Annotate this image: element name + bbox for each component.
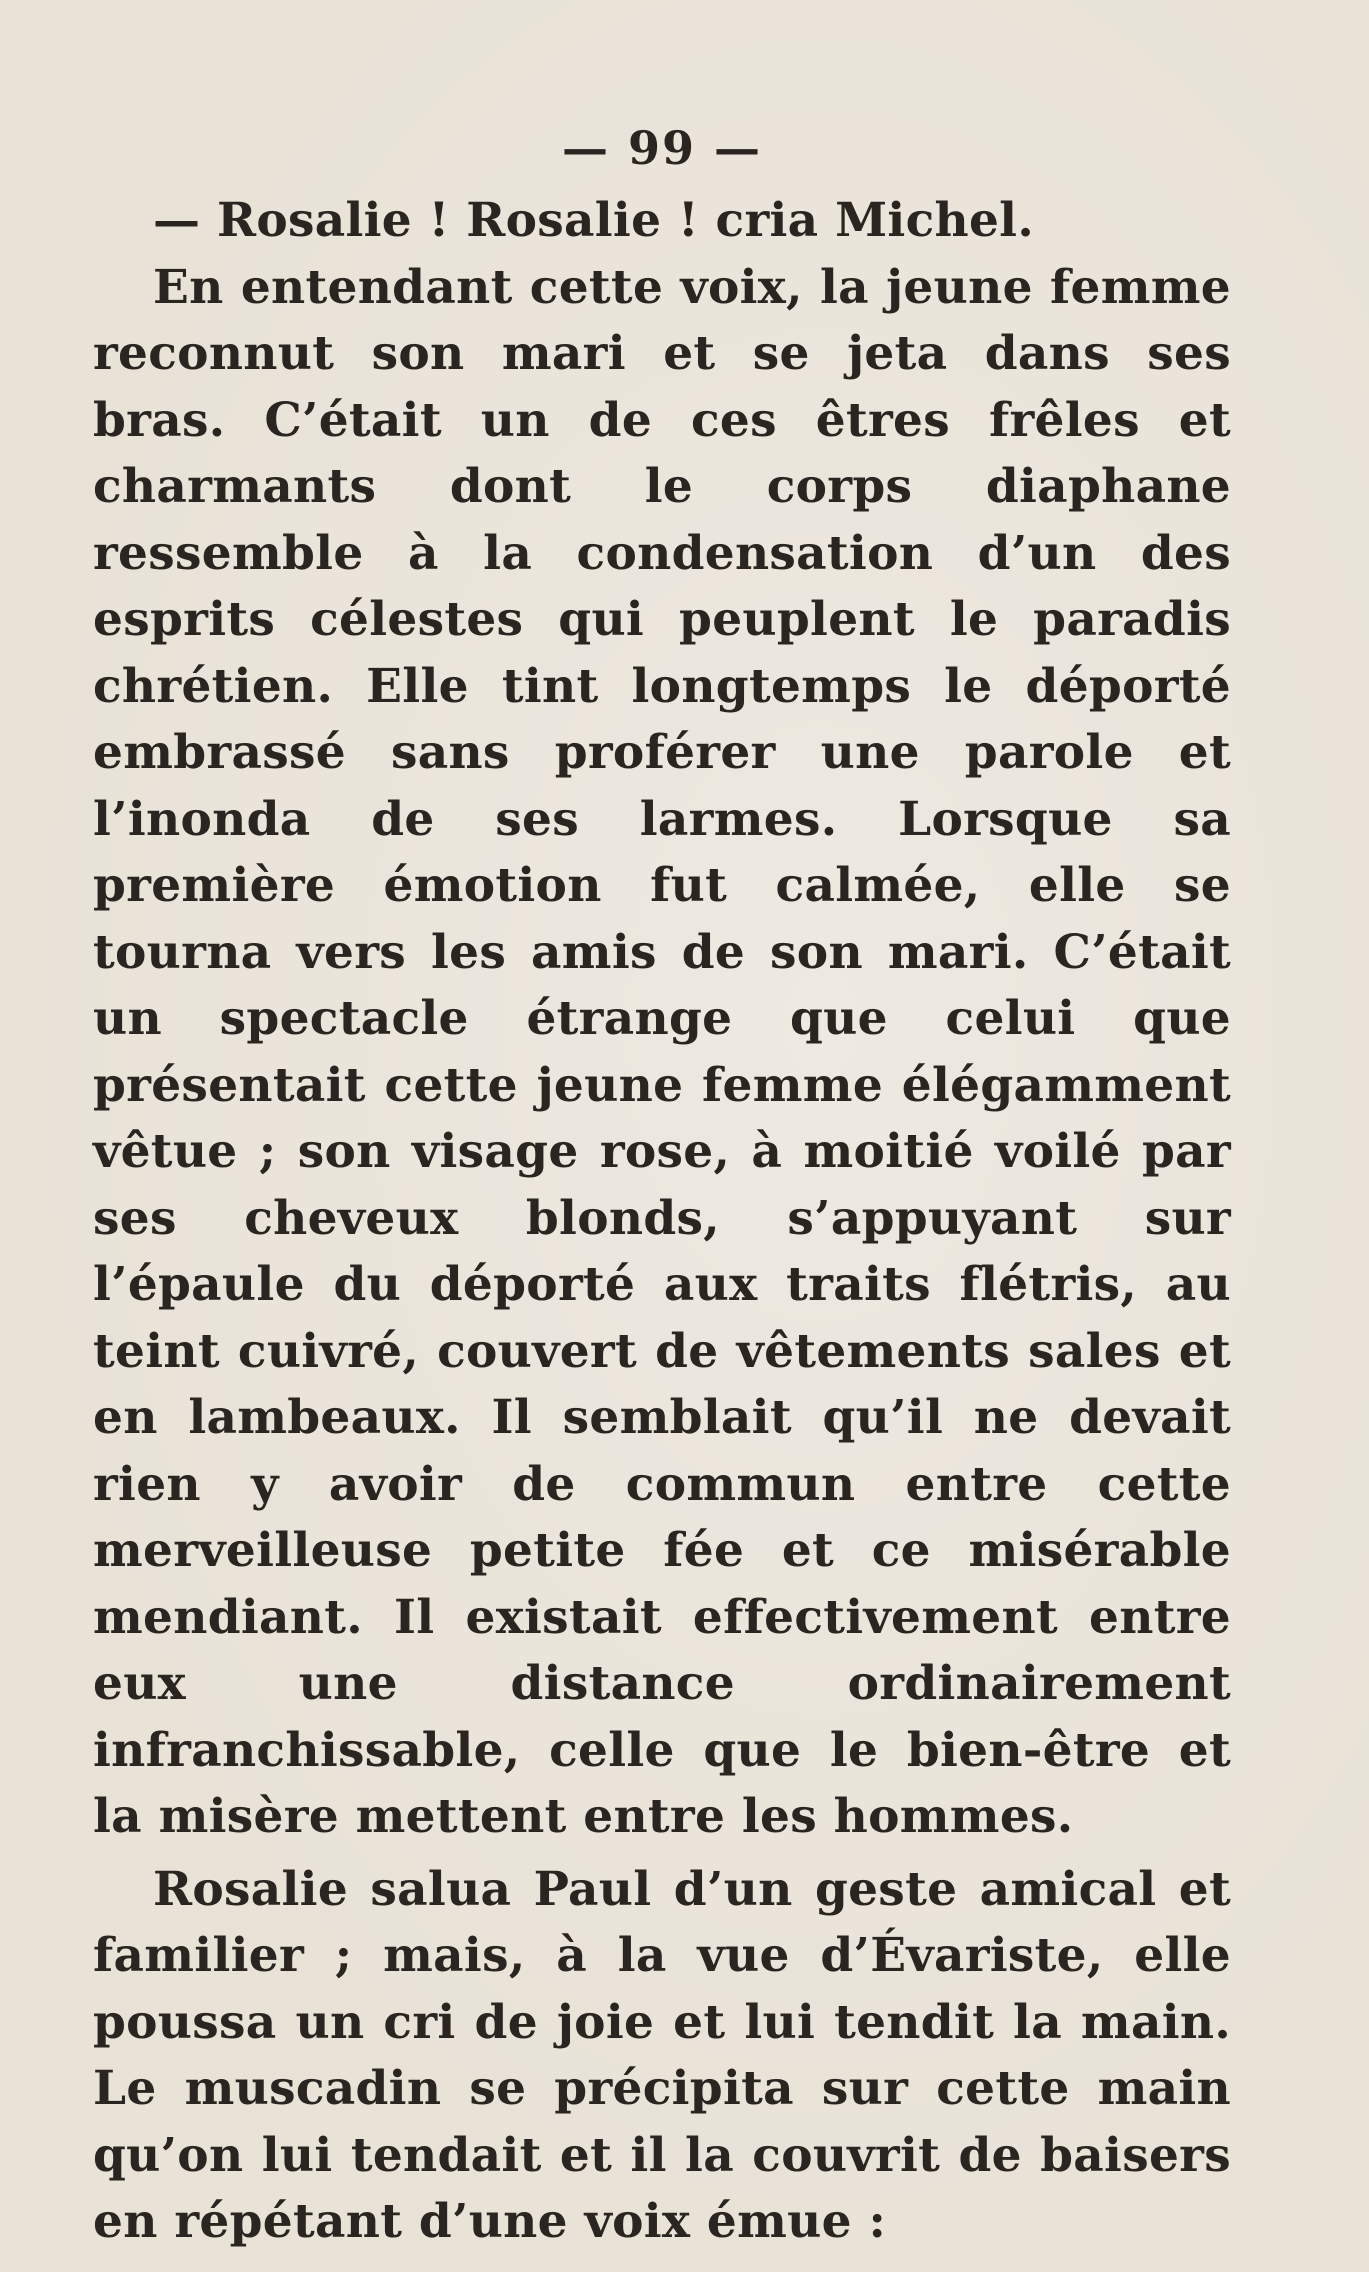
page-number: — 99 —: [561, 121, 763, 175]
paragraph-main: En entendant cette voix, la jeune femme reconnut son mari et se jeta dans ses bras. C’était un de ces êtres frêles et charmants dont le corps diaphane ressemble à la condensation d’un des esprits célestes qui peuplent le paradis chrétien. Elle tint longtemps le déporté embrassé sans proférer une parole et l’inonda de ses larmes. Lorsque sa première émotion fut calmée, elle se tourna vers les amis de son mari. C’était un spectacle étrange que celui que présentait cette jeune femme élégamment vêtue ; son visage rose, à moitié voilé par ses cheveux blonds, s’appuyant sur l’épaule du déporté aux traits flétris, au teint cuivré, couvert de vêtements sales et en lambeaux. Il semblait qu’il ne devait rien y avoir de commun entre cette merveilleuse petite fée et ce misérable mendiant. Il existait effectivement entre eux une distance ordinairement infranchissable, celle que le bien-être et la misère mettent entre les hommes.: [93, 259, 1231, 1844]
paragraph-rosalie: Rosalie salua Paul d’un geste amical et familier ; mais, à la vue d’Évariste, elle poussa un cri de joie et lui tendit la main. Le muscadin se précipita sur cette main qu’on lui tendait et il la couvrit de baisers en répétant d’une voix émue :: [93, 1861, 1231, 2249]
paragraph-dialogue: — Rosalie ! Rosalie ! cria Michel.: [153, 193, 1034, 248]
